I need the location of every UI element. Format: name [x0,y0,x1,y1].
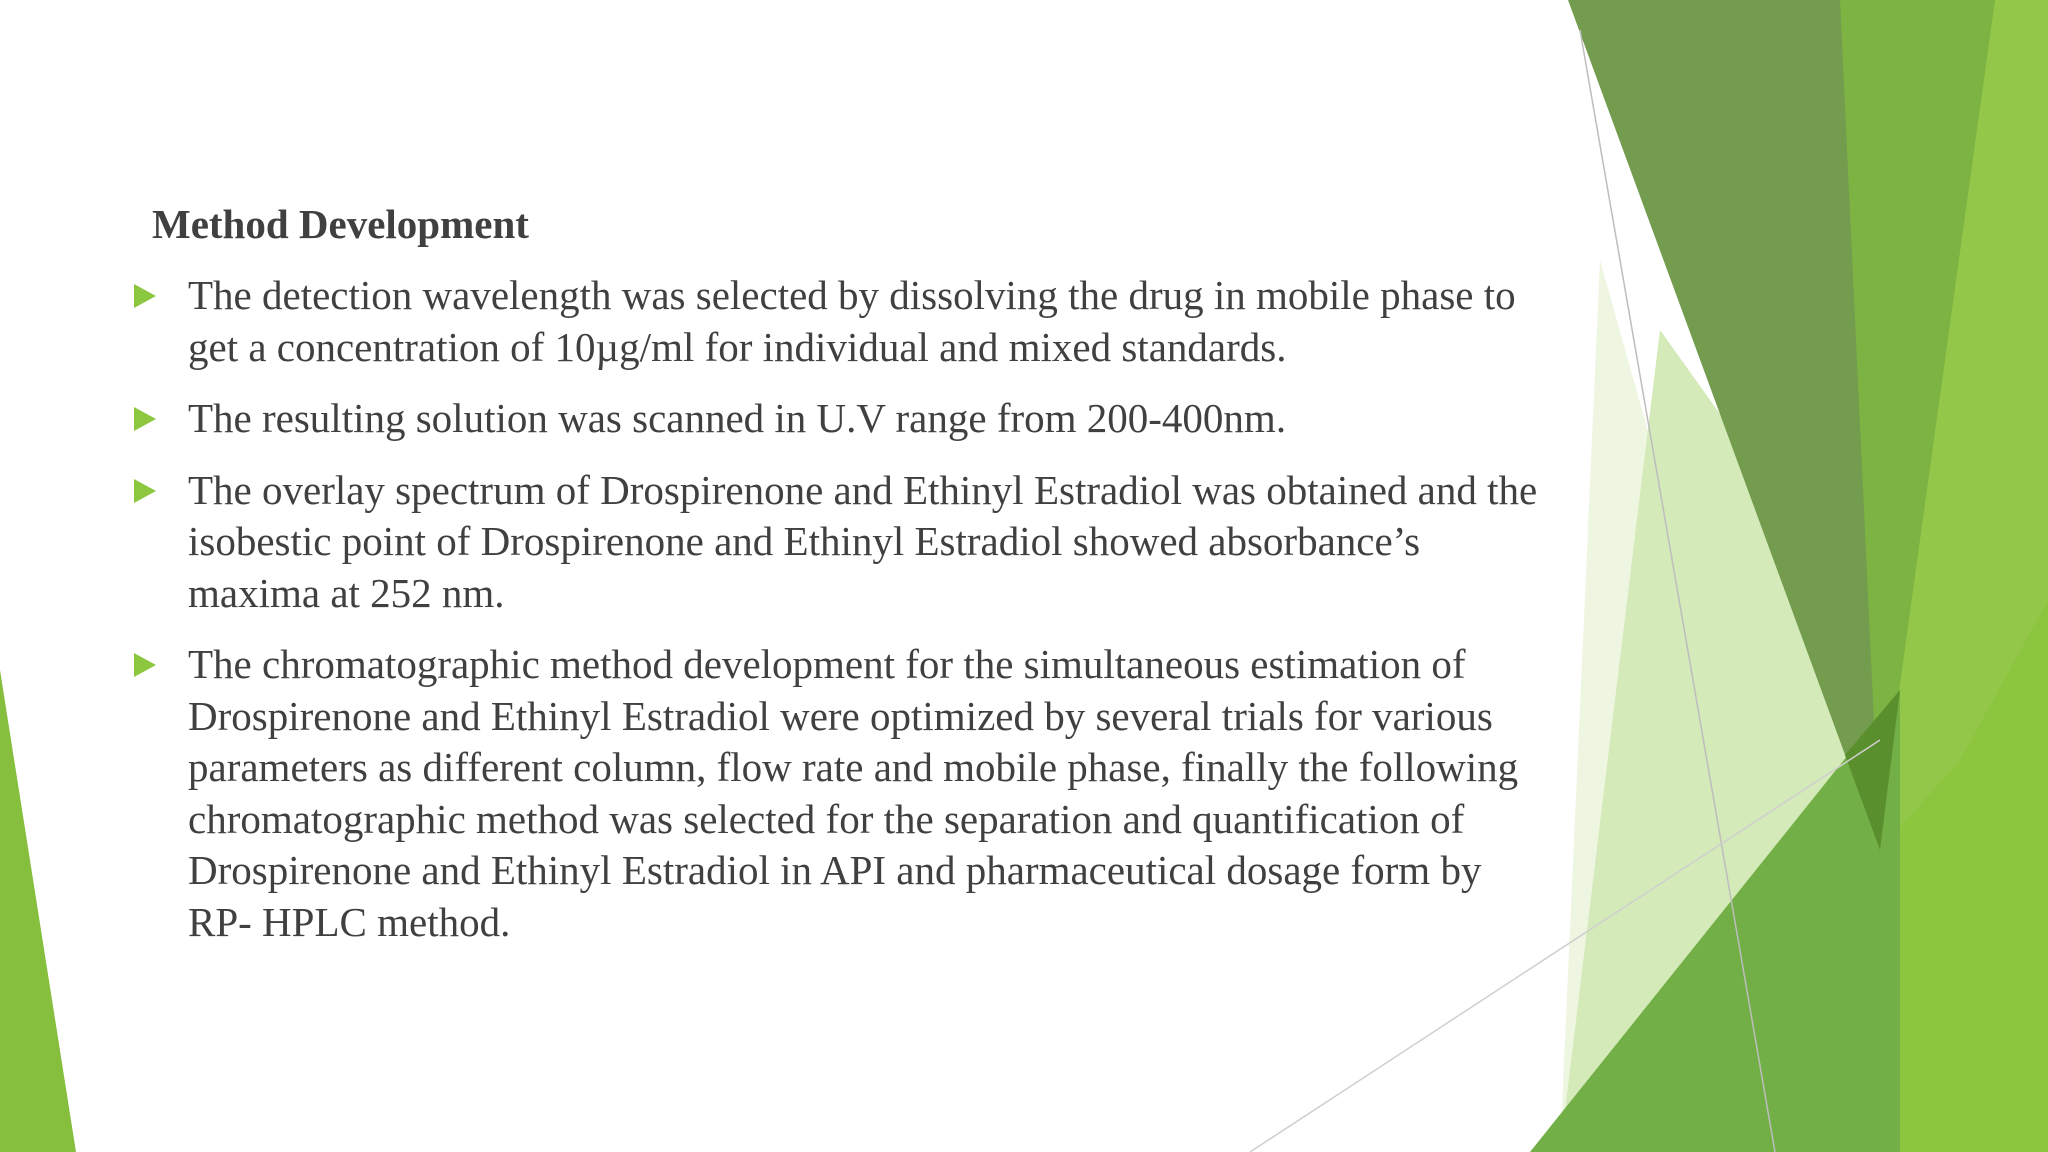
bullet-item [130,465,1550,620]
bullet-text: The resulting solution was scanned in U.V range from 200-400nm. [188,395,1287,441]
bullet-text: The overlay spectrum of Drospirenone and Ethinyl Estradiol was obtained and the isobestic point of Drospirenone and Ethinyl Estradiol showed absorbance’s maxima at 252 nm. [188,466,1538,616]
bullet-item [130,270,1550,373]
bullet-list [130,270,1550,968]
triangle-bullet-icon [134,284,156,308]
bullet-text: The detection wavelength was selected by dissolving the drug in mobile phase to get a concentration of 10µg/ml for individual and mixed standards. [188,272,1516,370]
triangle-bullet-icon [134,653,156,677]
triangle-bullet-icon [134,479,156,503]
left-green-facet [0,670,76,1152]
triangle-bullet-icon [134,407,156,431]
slide-heading: Method Development [152,201,529,247]
bullet-text: The chromatographic method development for the simultaneous estimation of Drospirenone and Ethinyl Estradiol were optimized by several trials for various parameters as different column, flow rate and mobile phase, finally the following chromatographic method was selected for the separation and quantification of Drospirenone and Ethinyl Estradiol in API and pharmaceutical dosage form by RP- HPLC method. [188,641,1519,945]
bullet-item [130,393,1550,445]
bullet-item [130,639,1550,948]
